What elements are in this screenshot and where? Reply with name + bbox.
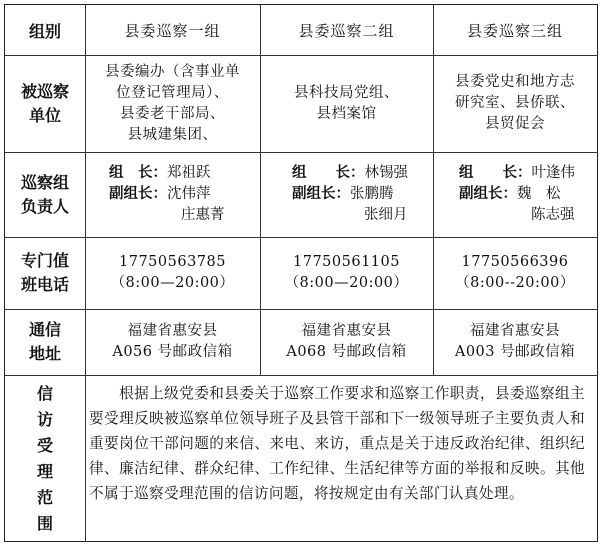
leaders-group-2 xyxy=(260,152,433,237)
deputy-name: 张细月 xyxy=(364,207,408,223)
units-group-1 xyxy=(85,55,260,152)
deputy-role: 副组长： xyxy=(109,186,167,202)
deputy-name: 陈志强 xyxy=(531,207,575,223)
unit-line: 位登记管理局）、 xyxy=(116,84,229,101)
leader-role: 组 长： xyxy=(109,165,167,181)
leaders-label xyxy=(5,152,85,237)
phone-number: 17750563785 xyxy=(119,254,226,270)
patrol-info-table xyxy=(4,4,598,542)
deputy-name: 沈伟萍 xyxy=(167,186,211,202)
scope-text: 根据上级党委和县委关于巡察工作要求和巡察工作职责，县委巡察组主要受理反映被巡察单位领导班子及县管干部和下一级领导班子主要负责人和重要岗位干部问题的来信、来电、来访，重点是关于违反政治纪律、组织纪律、廉洁纪律、群众纪律、工作纪律、生活纪律等方面的举报和反映。其他不属于巡察受理范围的信访问题，将按规定由有关部门认真处理。 xyxy=(89,385,585,502)
leader-name: 郑祖跃 xyxy=(167,165,211,181)
address-label-line1: 通信 xyxy=(28,320,61,339)
leaders-group-3 xyxy=(433,152,597,237)
address-line: 福建省惠安县 xyxy=(127,323,218,339)
unit-line: 县科技局党组、 xyxy=(294,84,399,101)
address-line: A068 号邮政信箱 xyxy=(286,344,407,360)
deputy-role: 副组长： xyxy=(292,186,350,202)
scope-label-cell xyxy=(5,375,85,542)
units-label-line2: 单位 xyxy=(28,105,61,125)
phones-label-line2: 班电话 xyxy=(20,275,69,294)
header-group-1: 县委巡察一组 xyxy=(124,21,221,40)
address-group-1 xyxy=(85,309,260,375)
deputy-name: 庄惠菁 xyxy=(181,207,225,223)
leader-role: 组 长： xyxy=(292,165,365,181)
address-group-3 xyxy=(433,309,597,375)
unit-line: 县城建集团、 xyxy=(127,126,218,143)
header-group: 组别 xyxy=(28,21,61,41)
deputy-role: 副组长： xyxy=(459,186,517,202)
unit-line: 县委党史和地方志 xyxy=(455,74,575,90)
units-group-3 xyxy=(433,55,597,152)
unit-line: 研究室、县侨联、 xyxy=(455,95,575,111)
unit-line: 县贸促会 xyxy=(485,116,545,132)
address-line: A003 号邮政信箱 xyxy=(454,344,576,360)
phone-number: 17750566396 xyxy=(461,254,569,270)
leader-name: 叶逢伟 xyxy=(531,165,575,181)
units-label xyxy=(5,55,85,152)
address-line: A056 号邮政信箱 xyxy=(112,344,233,360)
leader-name: 林锡强 xyxy=(364,165,408,181)
deputy-name: 张鹏腾 xyxy=(350,186,394,202)
leader-role: 组 长： xyxy=(459,165,532,181)
unit-line: 县委老干部局、 xyxy=(120,105,225,122)
phone-hours: （8:00—20:00） xyxy=(110,275,235,291)
address-label-line2: 地址 xyxy=(28,344,61,363)
leaders-group-1 xyxy=(85,152,260,237)
leaders-label-line1: 巡察组 xyxy=(20,172,69,192)
leaders-label-line2: 负责人 xyxy=(20,196,69,216)
address-line: 福建省惠安县 xyxy=(470,323,560,339)
address-line: 福建省惠安县 xyxy=(301,323,392,339)
units-label-line1: 被巡察 xyxy=(20,81,69,101)
units-group-2 xyxy=(260,55,433,152)
phones-group-1 xyxy=(85,237,260,309)
phone-number: 17750561105 xyxy=(293,254,400,270)
phone-hours: （8:00--20:00） xyxy=(455,275,575,291)
unit-line: 县委编办（含事业单 xyxy=(105,63,240,80)
header-group-2: 县委巡察二组 xyxy=(298,21,395,40)
deputy-name: 魏 松 xyxy=(517,186,561,202)
phones-label xyxy=(5,237,85,309)
header-group-3: 县委巡察三组 xyxy=(466,21,563,40)
scope-label: 信访受理范围 xyxy=(36,383,53,533)
phones-group-2 xyxy=(260,237,433,309)
unit-line: 县档案馆 xyxy=(316,105,377,122)
phone-hours: （8:00—20:00） xyxy=(284,275,409,291)
address-label xyxy=(5,309,85,375)
address-group-2 xyxy=(260,309,433,375)
phones-label-line1: 专门值 xyxy=(20,251,69,270)
phones-group-3 xyxy=(433,237,597,309)
